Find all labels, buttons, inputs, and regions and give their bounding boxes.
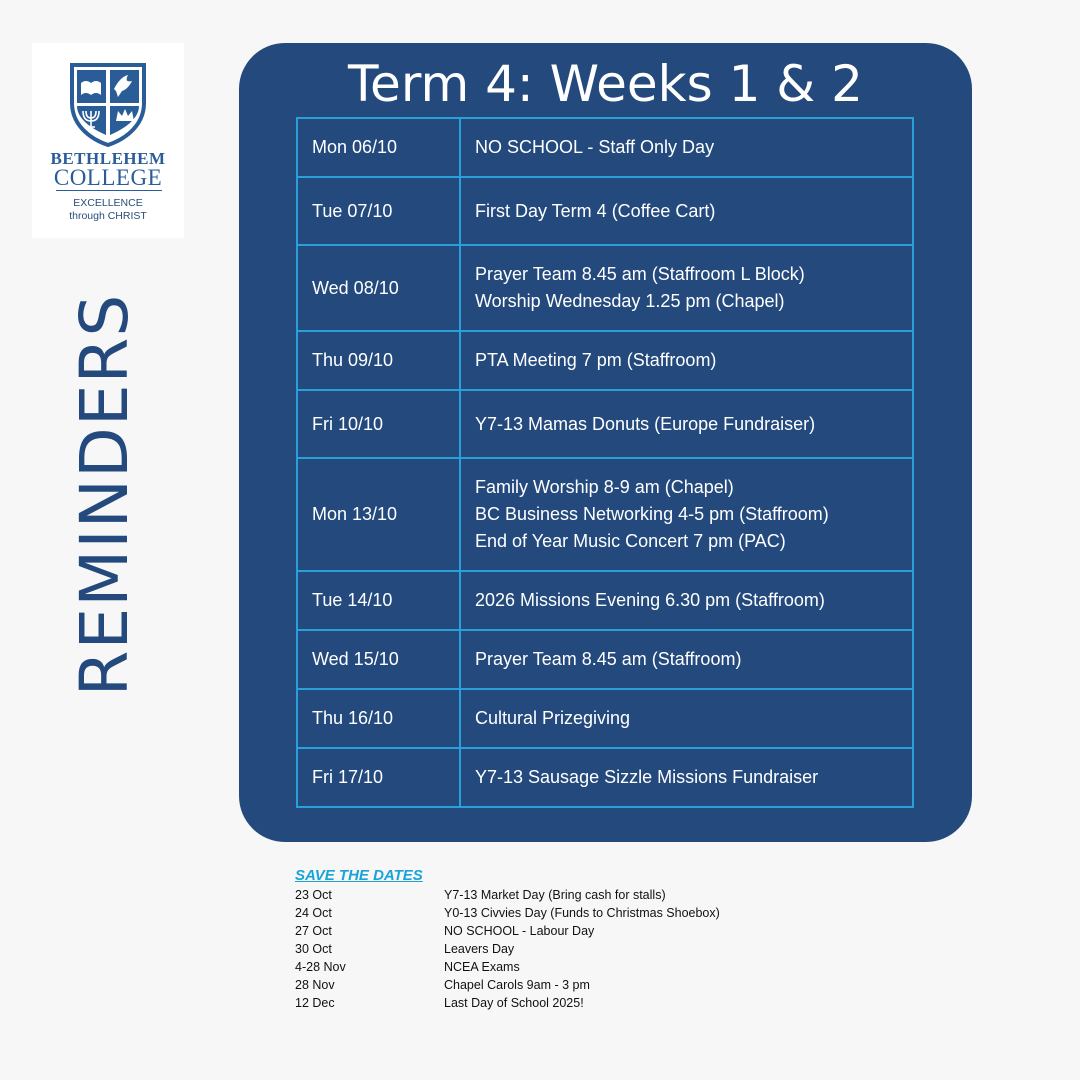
event-line: Worship Wednesday 1.25 pm (Chapel) (475, 291, 785, 311)
save-date: 23 Oct (295, 888, 332, 902)
event-line: First Day Term 4 (Coffee Cart) (475, 200, 716, 221)
day-cell: Wed 15/10 (297, 630, 460, 689)
save-event: Y0-13 Civvies Day (Funds to Christmas Shoebox) (444, 906, 720, 920)
save-date: 30 Oct (295, 942, 332, 956)
save-event: NCEA Exams (444, 960, 520, 974)
reminders-title: REMINDERS (66, 293, 143, 697)
day-cell: Thu 16/10 (297, 689, 460, 748)
card-title: Term 4: Weeks 1 & 2 (348, 55, 863, 113)
bible-icon (81, 81, 101, 95)
schedule-row (297, 245, 913, 331)
schedule-row (297, 630, 913, 689)
list-item (295, 904, 895, 922)
day-cell: Thu 09/10 (297, 331, 460, 390)
schedule-row (297, 689, 913, 748)
event-line: Cultural Prizegiving (475, 708, 631, 728)
save-event: Chapel Carols 9am - 3 pm (444, 978, 590, 992)
event-line: Prayer Team 8.45 am (Staffroom L Block) (475, 264, 805, 284)
list-item (295, 940, 895, 958)
save-date: 4-28 Nov (295, 960, 346, 974)
event-cell (460, 390, 913, 458)
save-event: Last Day of School 2025! (444, 996, 584, 1010)
save-date: 24 Oct (295, 906, 332, 920)
event-cell (460, 118, 913, 177)
day-cell: Tue 14/10 (297, 571, 460, 630)
schedule-row (297, 390, 913, 458)
schedule-row (297, 118, 913, 177)
event-cell (460, 689, 913, 748)
schedule-row (297, 748, 913, 807)
day-cell: Mon 06/10 (297, 118, 460, 177)
list-item (295, 958, 895, 976)
day-cell: Wed 08/10 (297, 245, 460, 331)
event-cell (460, 748, 913, 807)
save-the-dates (295, 866, 895, 1012)
event-line: PTA Meeting 7 pm (Staffroom) (475, 350, 717, 370)
save-event: Leavers Day (444, 942, 515, 956)
event-line: End of Year Music Concert 7 pm (PAC) (475, 531, 786, 551)
event-cell (460, 571, 913, 630)
event-line: Y7-13 Mamas Donuts (Europe Fundraiser) (475, 413, 816, 434)
logo-name-line2: COLLEGE (53, 165, 163, 190)
logo-tagline-line1: EXCELLENCE (73, 197, 143, 209)
logo-divider (56, 190, 162, 191)
day-cell: Fri 17/10 (297, 748, 460, 807)
event-cell (460, 245, 913, 331)
list-item (295, 922, 895, 940)
day-cell: Fri 10/10 (297, 390, 460, 458)
save-the-dates-heading: SAVE THE DATES (295, 867, 423, 884)
save-date: 12 Dec (295, 996, 335, 1010)
schedule-row (297, 177, 913, 245)
logo-name-line1: BETHLEHEM (50, 149, 166, 168)
event-cell (460, 331, 913, 390)
day-cell: Mon 13/10 (297, 458, 460, 571)
college-logo (32, 43, 184, 238)
event-line: Prayer Team 8.45 am (Staffroom) (475, 649, 742, 669)
logo-tagline-line2: through CHRIST (69, 210, 147, 222)
event-line: BC Business Networking 4-5 pm (Staffroom) (475, 504, 829, 524)
schedule-row (297, 458, 913, 571)
event-line: 2026 Missions Evening 6.30 pm (Staffroom) (475, 590, 825, 610)
event-cell (460, 177, 913, 245)
schedule-row (297, 571, 913, 630)
event-line: Y7-13 Sausage Sizzle Missions Fundraiser (475, 767, 819, 787)
event-line: NO SCHOOL - Staff Only Day (475, 137, 715, 157)
day-cell: Tue 07/10 (297, 177, 460, 245)
save-date: 28 Nov (295, 978, 335, 992)
list-item (295, 886, 895, 904)
list-item (295, 976, 895, 994)
save-event: NO SCHOOL - Labour Day (444, 924, 595, 938)
schedule-card (239, 43, 972, 842)
schedule-row (297, 331, 913, 390)
crest-icon (68, 59, 148, 147)
event-cell (460, 458, 913, 571)
schedule-table (296, 117, 914, 808)
list-item (295, 994, 895, 1012)
save-date: 27 Oct (295, 924, 332, 938)
event-line: Family Worship 8-9 am (Chapel) (475, 477, 734, 497)
event-cell (460, 630, 913, 689)
save-event: Y7-13 Market Day (Bring cash for stalls) (444, 888, 666, 902)
